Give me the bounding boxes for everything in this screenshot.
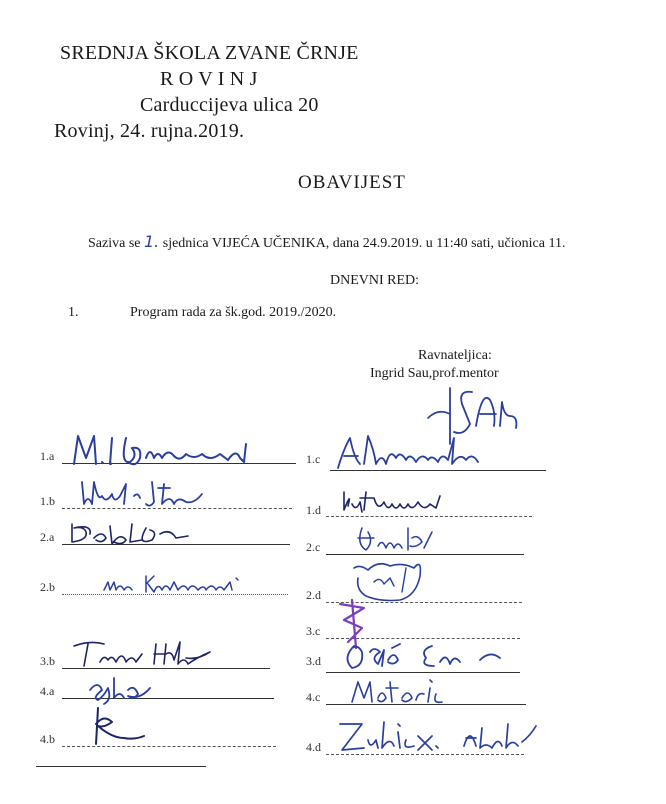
class-label-4d: 4.d [306,740,321,754]
session-number: 1. [143,232,160,251]
class-label-1c: 1.c [306,452,321,466]
signature-2c [352,522,442,560]
class-label-1b: 1.b [40,494,55,508]
class-label-2c: 2.c [306,540,321,554]
class-label-4a: 4.a [40,684,55,698]
signature-2a [66,518,196,550]
notice-suffix: sjednica VIJEĆA UČENIKA, dana 24.9.2019. u 11:40 sati, učionica 11. [162,236,566,251]
signature-1b [78,474,218,510]
signature-4d [336,716,546,760]
place-date: Rovinj, 24. rujna.2019. [54,120,245,142]
agenda-item-text: Program rada za šk.god. 2019./2020. [130,305,337,320]
signature-1c [334,428,514,478]
agenda-item-number: 1. [68,305,79,320]
class-label-3c: 3.c [306,624,321,638]
notice-line [88,232,565,252]
signatory-name: Ingrid Sau,prof.mentor [370,366,499,381]
class-label-3d: 3.d [306,654,321,668]
signature-3d [340,636,520,676]
signature-4b [90,704,150,750]
signatory-role: Ravnateljica: [418,348,492,363]
signature-1d [338,486,478,520]
signature-2b [100,568,270,598]
class-label-3b: 3.b [40,654,55,668]
signature-4a [84,670,164,706]
bottom-rule [36,766,206,767]
class-label-2d: 2.d [306,588,321,602]
class-label-4b: 4.b [40,732,55,746]
school-city: R O V I N J [160,68,258,90]
school-name: SREDNJA ŠKOLA ZVANE ČRNJE [60,42,359,64]
class-label-2a: 2.a [40,530,55,544]
class-label-1d: 1.d [306,503,321,517]
signature-1a [70,428,260,472]
signature-3b [70,636,220,672]
document-title: OBAVIJEST [298,172,406,193]
school-address: Carduccijeva ulica 20 [140,94,319,116]
signature-4c [348,674,458,708]
class-label-4c: 4.c [306,690,321,704]
class-label-1a: 1.a [40,449,55,463]
class-label-2b: 2.b [40,580,55,594]
agenda-heading: DNEVNI RED: [330,273,420,288]
notice-prefix: Saziva se [88,236,141,251]
